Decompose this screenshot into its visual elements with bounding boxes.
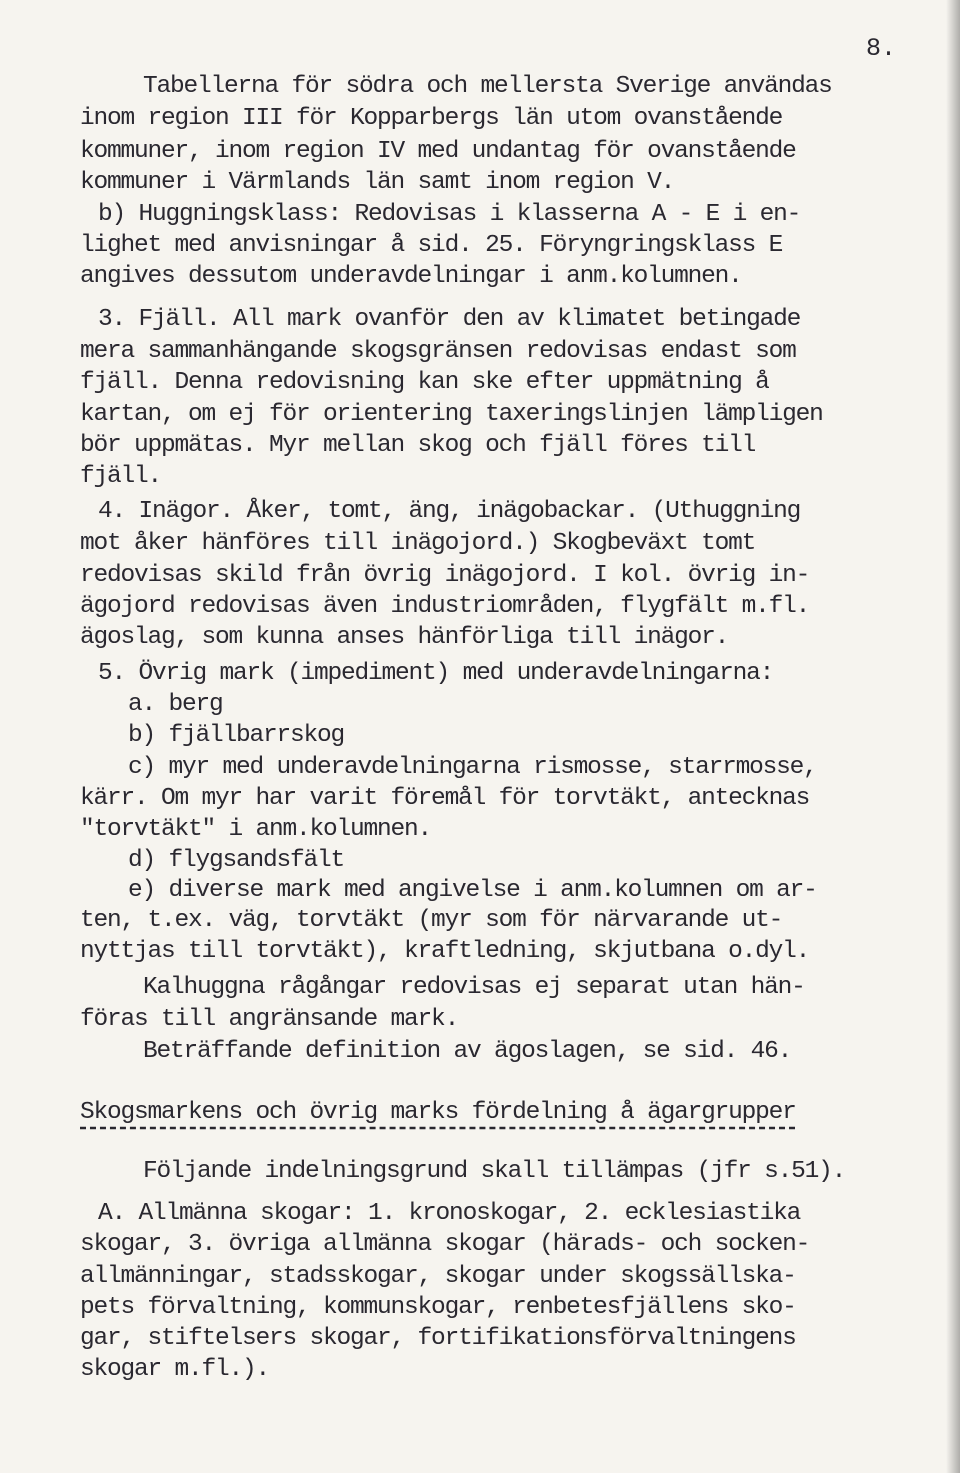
text-line: 4. Inägor. Åker, tomt, äng, inägobackar. (Uthuggning xyxy=(98,498,801,525)
text-line: Tabellerna för södra och mellersta Sverige användas xyxy=(143,73,832,100)
text-line: kommuner, inom region IV med undantag för ovanstående xyxy=(80,138,796,165)
text-line: lighet med anvisningar å sid. 25. Föryngringsklass E xyxy=(80,232,783,259)
text-line: nyttjas till torvtäkt), kraftledning, skjutbana o.dyl. xyxy=(80,938,810,965)
text-line: kartan, om ej för orientering taxeringslinjen lämpligen xyxy=(80,401,823,428)
text-line: Kalhuggna rågångar redovisas ej separat utan hän- xyxy=(143,974,805,1001)
text-line: 5. Övrig mark (impediment) med underavdelningarna: xyxy=(98,660,774,687)
text-line: kärr. Om myr har varit föremål för torvtäkt, antecknas xyxy=(80,785,810,812)
text-line: mera sammanhängande skogsgränsen redovisas endast som xyxy=(80,338,796,365)
text-line: allmänningar, stadsskogar, skogar under skogssällska- xyxy=(80,1263,796,1290)
text-line: b) Huggningsklass: Redovisas i klasserna A - E i en- xyxy=(98,201,801,228)
text-line: kommuner i Värmlands län samt inom region V. xyxy=(80,169,675,196)
text-line: d) flygsandsfält xyxy=(128,847,345,874)
page-number: 8. xyxy=(866,34,897,63)
text-line: c) myr med underavdelningarna rismosse, starrmosse, xyxy=(128,754,817,781)
text-line: Följande indelningsgrund skall tillämpas (jfr s.51). xyxy=(143,1158,846,1185)
text-line: gar, stiftelsers skogar, fortifikationsförvaltningens xyxy=(80,1325,796,1352)
text-line: skogar, 3. övriga allmänna skogar (härads- och socken- xyxy=(80,1231,810,1258)
text-line: föras till angränsande mark. xyxy=(80,1006,459,1033)
text-line: pets förvaltning, kommunskogar, renbetesfjällens sko- xyxy=(80,1294,796,1321)
text-line: skogar m.fl.). xyxy=(80,1356,270,1383)
text-line: fjäll. xyxy=(80,463,162,490)
text-line: 3. Fjäll. All mark ovanför den av klimatet betingade xyxy=(98,306,801,333)
text-line: ägoslag, som kunna anses hänförliga till inägor. xyxy=(80,624,729,651)
text-line: a. berg xyxy=(128,691,223,718)
text-line: e) diverse mark med angivelse i anm.kolumnen om ar- xyxy=(128,877,817,904)
text-line: mot åker hänföres till inägojord.) Skogbeväxt tomt xyxy=(80,530,756,557)
text-line: "torvtäkt" i anm.kolumnen. xyxy=(80,816,432,843)
page-edge-shadow xyxy=(946,0,960,1473)
text-line: bör uppmätas. Myr mellan skog och fjäll föres till xyxy=(80,432,756,459)
text-line: inom region III för Kopparbergs län utom ovanstående xyxy=(80,105,783,132)
text-line: angives dessutom underavdelningar i anm.kolumnen. xyxy=(80,263,742,290)
text-line: redovisas skild från övrig inägojord. I kol. övrig in- xyxy=(80,562,810,589)
text-line: A. Allmänna skogar: 1. kronoskogar, 2. ecklesiastika xyxy=(98,1200,801,1227)
text-line: ten, t.ex. väg, torvtäkt (myr som för närvarande ut- xyxy=(80,907,783,934)
text-line: fjäll. Denna redovisning kan ske efter uppmätning å xyxy=(80,369,769,396)
text-line: b) fjällbarrskog xyxy=(128,722,345,749)
section-heading: Skogsmarkens och övrig marks fördelning å ägargrupper xyxy=(80,1099,796,1126)
text-line: ägojord redovisas även industriområden, flygfält m.fl. xyxy=(80,593,810,620)
text-line: Beträffande definition av ägoslagen, se sid. 46. xyxy=(143,1038,792,1065)
